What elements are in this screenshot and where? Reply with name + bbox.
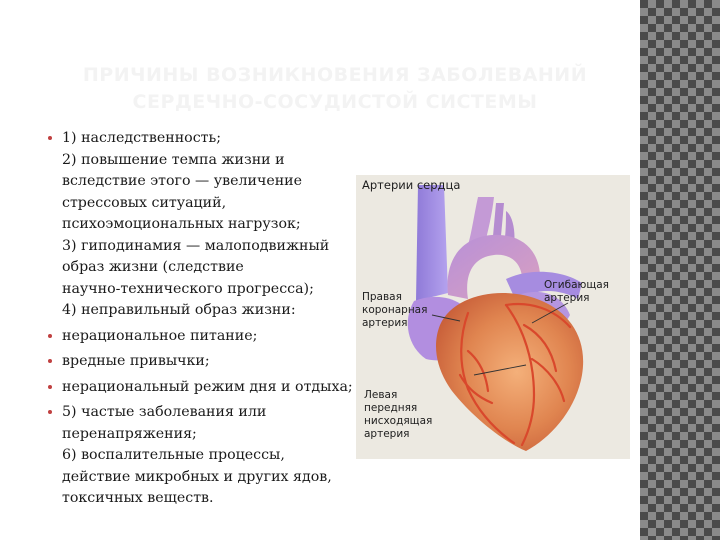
list-item — [46, 326, 364, 348]
list-item-line: 3) гиподинамия — малоподвижный — [62, 237, 330, 254]
vena-cava-shape — [416, 185, 448, 301]
checkered-side-panel — [640, 0, 720, 540]
label-line: артерия — [544, 292, 590, 304]
label-line: коронарная — [362, 304, 428, 316]
heart-arteries-figure — [356, 175, 630, 459]
causes-list — [46, 128, 364, 514]
list-item-line: психоэмоциональных нагрузок; — [62, 216, 301, 232]
label-left-anterior-descending-artery — [364, 389, 432, 441]
list-item-line: научно-технического прогресса); — [62, 280, 314, 297]
label-line: передняя — [364, 402, 418, 414]
figure-title: Артерии сердца — [362, 178, 461, 192]
list-item — [46, 377, 364, 399]
list-item-line: 4) неправильный образ жизни: — [62, 302, 296, 318]
list-item-line: нерациональное питание; — [62, 327, 258, 344]
list-item — [46, 402, 364, 510]
list-item-line: вследствие этого — увеличение — [62, 173, 303, 189]
list-item-line: 5) частые заболевания или — [62, 404, 267, 420]
list-item-line: вредные привычки; — [62, 353, 210, 369]
list-item-line: образ жизни (следствие — [62, 259, 244, 275]
label-line: артерия — [362, 317, 408, 329]
heart-body-shape — [436, 293, 583, 451]
label-circumflex-artery — [544, 279, 609, 305]
list-item — [46, 351, 364, 373]
list-item-line: 2) повышение темпа жизни и — [62, 151, 285, 168]
label-line: нисходящая — [364, 415, 433, 427]
list-item-line: токсичных веществ. — [62, 490, 214, 506]
list-item — [46, 128, 364, 322]
label-line: Правая — [362, 291, 402, 303]
list-item-line: нерациональный режим дня и отдыха; — [62, 378, 353, 395]
list-item-line: действие микробных и других ядов, — [62, 468, 332, 485]
slide-title-line: ПРИЧИНЫ ВОЗНИКНОВЕНИЯ ЗАБОЛЕВАНИЙ — [82, 64, 588, 86]
list-item-line: перенапряжения; — [62, 425, 197, 442]
label-line: артерия — [364, 428, 410, 440]
label-line: Левая — [364, 389, 398, 401]
list-item-line: 6) воспалительные процессы, — [62, 447, 285, 463]
slide-title-line: СЕРДЕЧНО-СОСУДИСТОЙ СИСТЕМЫ — [132, 91, 538, 113]
list-item-line: стрессовых ситуаций, — [62, 194, 227, 211]
list-item-line: 1) наследственность; — [62, 130, 222, 146]
label-right-coronary-artery — [362, 291, 427, 330]
label-line: Огибающая — [544, 279, 609, 291]
slide-title — [40, 62, 630, 116]
